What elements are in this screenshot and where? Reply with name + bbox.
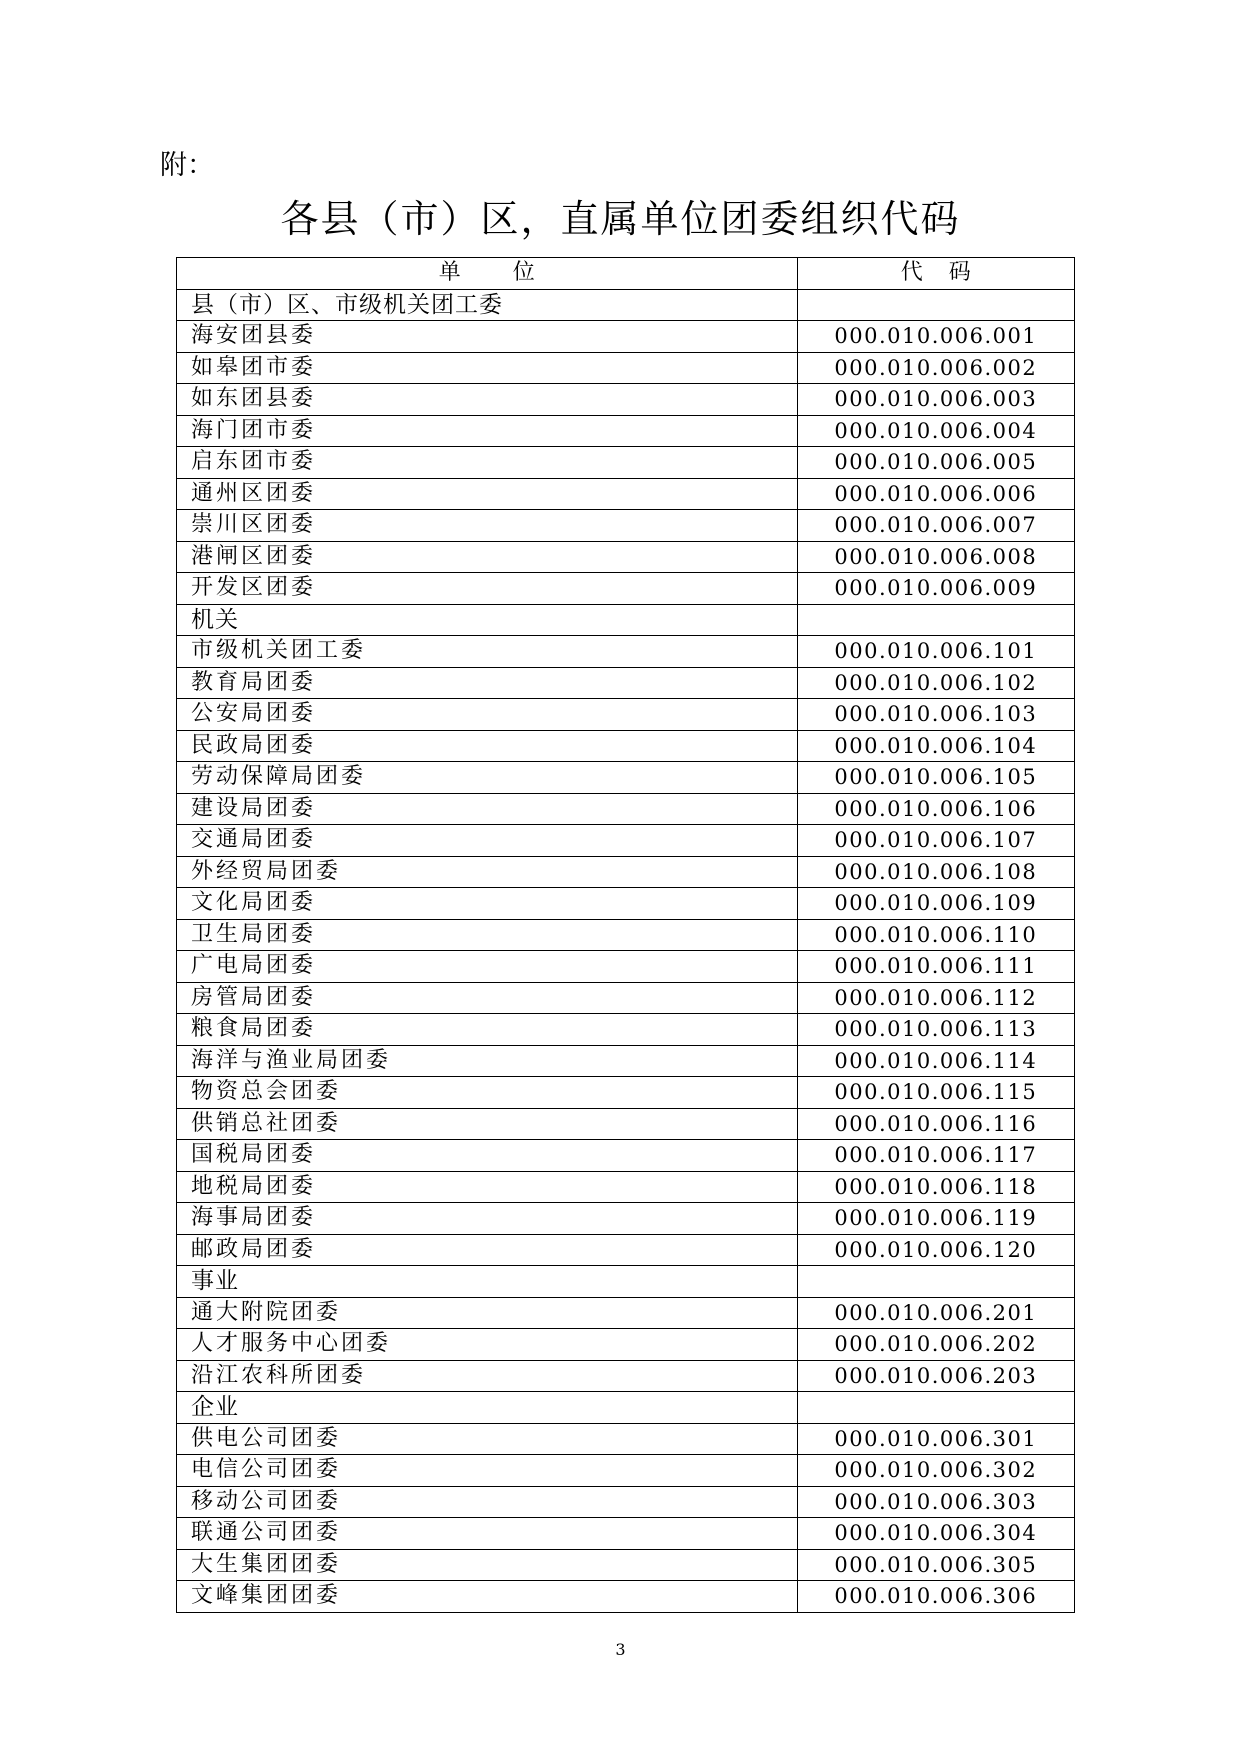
unit-name-cell: 移动公司团委 [177, 1486, 798, 1518]
table-row [177, 667, 1075, 699]
org-code-cell: 000.010.006.109 [797, 888, 1074, 920]
table-row [177, 321, 1075, 353]
section-code-cell [797, 604, 1074, 636]
unit-name-cell: 文峰集团团委 [177, 1581, 798, 1613]
table-row [177, 1014, 1075, 1046]
org-code-cell: 000.010.006.112 [797, 982, 1074, 1014]
section-title: 企业 [177, 1392, 798, 1424]
org-code-cell: 000.010.006.009 [797, 573, 1074, 605]
unit-name-cell: 物资总会团委 [177, 1077, 798, 1109]
org-code-cell: 000.010.006.113 [797, 1014, 1074, 1046]
section-code-cell [797, 1392, 1074, 1424]
unit-name-cell: 沿江农科所团委 [177, 1360, 798, 1392]
table-row [177, 1234, 1075, 1266]
table-row [177, 1518, 1075, 1550]
unit-name-cell: 供电公司团委 [177, 1423, 798, 1455]
table-header-row [177, 258, 1075, 290]
unit-name-cell: 文化局团委 [177, 888, 798, 920]
org-code-cell: 000.010.006.303 [797, 1486, 1074, 1518]
org-code-cell: 000.010.006.120 [797, 1234, 1074, 1266]
unit-name-cell: 人才服务中心团委 [177, 1329, 798, 1361]
section-row [177, 1266, 1075, 1298]
table-row [177, 1297, 1075, 1329]
page-number: 3 [615, 1640, 626, 1659]
unit-name-cell: 教育局团委 [177, 667, 798, 699]
table-row [177, 447, 1075, 479]
org-code-cell: 000.010.006.005 [797, 447, 1074, 479]
table-row [177, 1581, 1075, 1613]
org-code-cell: 000.010.006.105 [797, 762, 1074, 794]
section-code-cell [797, 289, 1074, 321]
unit-name-cell: 崇川区团委 [177, 510, 798, 542]
unit-name-cell: 卫生局团委 [177, 919, 798, 951]
table-row [177, 1140, 1075, 1172]
unit-name-cell: 建设局团委 [177, 793, 798, 825]
table-row [177, 415, 1075, 447]
org-code-cell: 000.010.006.111 [797, 951, 1074, 983]
table-body [177, 258, 1075, 1613]
org-code-cell: 000.010.006.110 [797, 919, 1074, 951]
table-row [177, 1549, 1075, 1581]
unit-name-cell: 劳动保障局团委 [177, 762, 798, 794]
table-row [177, 352, 1075, 384]
table-row [177, 1203, 1075, 1235]
header-unit-cell [177, 258, 798, 290]
org-code-cell: 000.010.006.203 [797, 1360, 1074, 1392]
org-code-cell: 000.010.006.002 [797, 352, 1074, 384]
table-row [177, 1045, 1075, 1077]
org-code-cell: 000.010.006.116 [797, 1108, 1074, 1140]
org-code-cell: 000.010.006.306 [797, 1581, 1074, 1613]
unit-name-cell: 民政局团委 [177, 730, 798, 762]
table-row [177, 825, 1075, 857]
org-code-cell: 000.010.006.304 [797, 1518, 1074, 1550]
unit-name-cell: 邮政局团委 [177, 1234, 798, 1266]
table-row [177, 699, 1075, 731]
org-code-cell: 000.010.006.008 [797, 541, 1074, 573]
document-title: 各县（市）区，直属单位团委组织代码 [280, 197, 961, 241]
org-code-cell: 000.010.006.119 [797, 1203, 1074, 1235]
org-code-table [176, 257, 1075, 1613]
table-row [177, 510, 1075, 542]
unit-name-cell: 港闸区团委 [177, 541, 798, 573]
org-code-cell: 000.010.006.102 [797, 667, 1074, 699]
table-row [177, 888, 1075, 920]
org-code-cell: 000.010.006.101 [797, 636, 1074, 668]
section-title: 事业 [177, 1266, 798, 1298]
org-code-cell: 000.010.006.007 [797, 510, 1074, 542]
unit-name-cell: 海安团县委 [177, 321, 798, 353]
unit-name-cell: 交通局团委 [177, 825, 798, 857]
unit-name-cell: 房管局团委 [177, 982, 798, 1014]
header-code-cell [797, 258, 1074, 290]
unit-name-cell: 外经贸局团委 [177, 856, 798, 888]
org-code-cell: 000.010.006.006 [797, 478, 1074, 510]
org-code-cell: 000.010.006.115 [797, 1077, 1074, 1109]
table-row [177, 730, 1075, 762]
org-code-cell: 000.010.006.202 [797, 1329, 1074, 1361]
org-code-cell: 000.010.006.106 [797, 793, 1074, 825]
unit-name-cell: 供销总社团委 [177, 1108, 798, 1140]
unit-name-cell: 市级机关团工委 [177, 636, 798, 668]
section-row [177, 1392, 1075, 1424]
unit-name-cell: 如皋团市委 [177, 352, 798, 384]
unit-name-cell: 国税局团委 [177, 1140, 798, 1172]
org-code-cell: 000.010.006.302 [797, 1455, 1074, 1487]
unit-name-cell: 公安局团委 [177, 699, 798, 731]
section-row [177, 289, 1075, 321]
table-row [177, 1423, 1075, 1455]
table-row [177, 1077, 1075, 1109]
unit-name-cell: 开发区团委 [177, 573, 798, 605]
org-code-cell: 000.010.006.301 [797, 1423, 1074, 1455]
table-row [177, 951, 1075, 983]
table-row [177, 478, 1075, 510]
org-code-cell: 000.010.006.305 [797, 1549, 1074, 1581]
unit-name-cell: 通大附院团委 [177, 1297, 798, 1329]
table-row [177, 636, 1075, 668]
table-row [177, 573, 1075, 605]
unit-name-cell: 海事局团委 [177, 1203, 798, 1235]
header-code-label: 代码 [900, 260, 997, 286]
table-row [177, 1455, 1075, 1487]
table-row [177, 541, 1075, 573]
unit-name-cell: 启东团市委 [177, 447, 798, 479]
section-title: 县（市）区、市级机关团工委 [177, 289, 798, 321]
unit-name-cell: 大生集团团委 [177, 1549, 798, 1581]
unit-name-cell: 联通公司团委 [177, 1518, 798, 1550]
table-row [177, 793, 1075, 825]
org-code-cell: 000.010.006.201 [797, 1297, 1074, 1329]
org-code-cell: 000.010.006.001 [797, 321, 1074, 353]
org-code-cell: 000.010.006.003 [797, 384, 1074, 416]
section-title: 机关 [177, 604, 798, 636]
table-row [177, 982, 1075, 1014]
unit-name-cell: 广电局团委 [177, 951, 798, 983]
org-code-cell: 000.010.006.104 [797, 730, 1074, 762]
header-unit-label: 单位 [438, 260, 587, 286]
unit-name-cell: 地税局团委 [177, 1171, 798, 1203]
table-row [177, 1486, 1075, 1518]
table-row [177, 919, 1075, 951]
org-code-cell: 000.010.006.108 [797, 856, 1074, 888]
org-code-cell: 000.010.006.004 [797, 415, 1074, 447]
org-code-cell: 000.010.006.118 [797, 1171, 1074, 1203]
table-row [177, 1171, 1075, 1203]
unit-name-cell: 海洋与渔业局团委 [177, 1045, 798, 1077]
annex-label: 附： [160, 150, 214, 181]
table-row [177, 384, 1075, 416]
section-row [177, 604, 1075, 636]
table-row [177, 1108, 1075, 1140]
section-code-cell [797, 1266, 1074, 1298]
table-row [177, 1360, 1075, 1392]
org-code-cell: 000.010.006.107 [797, 825, 1074, 857]
table-row [177, 762, 1075, 794]
unit-name-cell: 通州区团委 [177, 478, 798, 510]
org-code-cell: 000.010.006.114 [797, 1045, 1074, 1077]
org-code-cell: 000.010.006.117 [797, 1140, 1074, 1172]
unit-name-cell: 电信公司团委 [177, 1455, 798, 1487]
unit-name-cell: 海门团市委 [177, 415, 798, 447]
unit-name-cell: 如东团县委 [177, 384, 798, 416]
table-row [177, 1329, 1075, 1361]
unit-name-cell: 粮食局团委 [177, 1014, 798, 1046]
table-row [177, 856, 1075, 888]
org-code-cell: 000.010.006.103 [797, 699, 1074, 731]
